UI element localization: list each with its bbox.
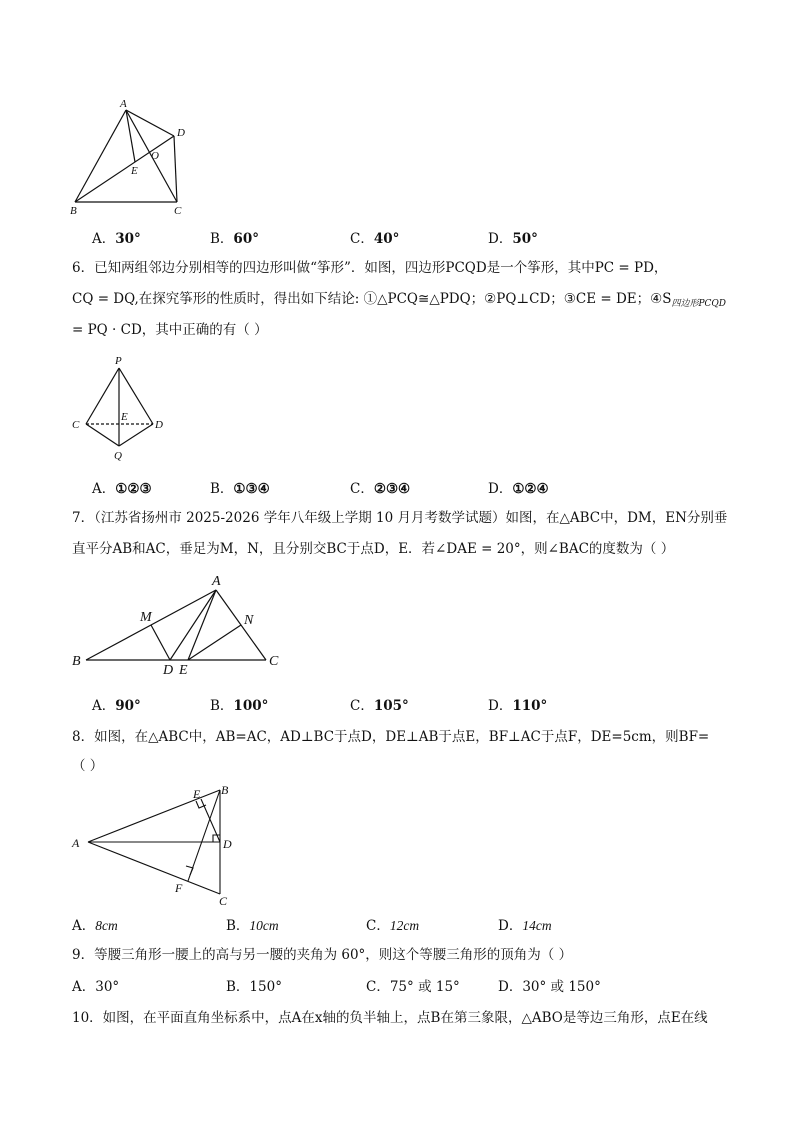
label-F: F — [175, 881, 183, 895]
label-D: D — [223, 837, 232, 851]
q6-kite-diagram — [66, 350, 176, 465]
label-N: N — [244, 613, 254, 628]
label-D: D — [163, 663, 174, 678]
q8-option-a[interactable]: A．8cm — [72, 918, 118, 934]
q8-option-c[interactable]: C．12cm — [366, 918, 420, 934]
q9-stem: 9．等腰三角形一腰上的高与另一腰的夹角为 60°，则这个等腰三角形的顶角为（ ） — [72, 947, 573, 963]
q7-options — [0, 694, 794, 714]
q8-options — [0, 914, 794, 934]
q7-triangle-diagram — [66, 568, 296, 680]
label-B: B — [70, 205, 77, 217]
q6-option-b[interactable]: B．①③④ — [210, 481, 270, 497]
q5-option-a[interactable]: A．30° — [92, 231, 141, 247]
q9-options — [0, 975, 794, 995]
q7-stem-line2: 直平分AB和AC，垂足为M，N，且分别交BC于点D，E．若∠DAE = 20°，则∠BAC的度数为（ ） — [72, 541, 675, 557]
q5-options — [0, 227, 794, 247]
q6-options — [0, 477, 794, 497]
q5-option-c[interactable]: C．40° — [350, 231, 400, 247]
label-E: E — [179, 663, 188, 678]
label-A: A — [212, 574, 221, 589]
label-B: B — [72, 654, 81, 669]
label-A: A — [120, 98, 127, 110]
q6-option-c[interactable]: C．②③④ — [350, 481, 411, 497]
q6-option-d[interactable]: D．①②④ — [488, 481, 549, 497]
q7-figure — [66, 568, 296, 680]
label-C: C — [269, 654, 279, 669]
q5-geometry-diagram — [66, 96, 196, 218]
q9-option-d[interactable]: D．30° 或 150° — [498, 979, 601, 995]
q7-option-a[interactable]: A．90° — [92, 698, 141, 714]
q7-option-c[interactable]: C．105° — [350, 698, 409, 714]
label-A: A — [72, 836, 80, 850]
label-C: C — [72, 419, 80, 431]
q8-figure — [66, 780, 246, 908]
q8-triangle-diagram — [66, 780, 246, 908]
label-Q: Q — [114, 450, 122, 462]
label-B: B — [221, 783, 229, 797]
q5-figure — [66, 96, 196, 218]
q5-option-d[interactable]: D．50° — [488, 231, 538, 247]
label-C: C — [219, 894, 228, 908]
q7-option-d[interactable]: D．110° — [488, 698, 548, 714]
label-P: P — [115, 355, 122, 367]
q9-option-c[interactable]: C．75° 或 15° — [366, 979, 460, 995]
q8-stem-line1: 8．如图，在△ABC中，AB=AC，AD⊥BC于点D，DE⊥AB于点E，BF⊥AC于点F，DE=5cm，则BF= — [72, 729, 710, 745]
q6-stem-line1: 6．已知两组邻边分别相等的四边形叫做“筝形”．如图，四边形PCQD是一个筝形，其中PC = PD， — [72, 260, 668, 276]
label-D: D — [155, 419, 163, 431]
q7-option-b[interactable]: B．100° — [210, 698, 269, 714]
label-E: E — [193, 787, 201, 801]
q9-option-a[interactable]: A．30° — [72, 979, 120, 995]
q6-option-a[interactable]: A．①②③ — [92, 481, 152, 497]
label-D: D — [177, 127, 185, 139]
q9-option-b[interactable]: B．150° — [226, 979, 282, 995]
q6-figure — [66, 350, 176, 465]
q8-option-b[interactable]: B．10cm — [226, 918, 279, 934]
q6-stem-line3: = PQ · CD，其中正确的有（ ） — [72, 322, 268, 338]
q6-stem-line2: CQ = DQ,在探究筝形的性质时，得出如下结论: ①△PCQ≅△PDQ；②PQ⊥CD；③CE = DE；$④S_{四边形PCQD}$ — [72, 291, 727, 309]
q5-option-b[interactable]: B．60° — [210, 231, 259, 247]
q7-stem-line1: 7．（江苏省扬州市 2025-2026 学年八年级上学期 10 月月考数学试题）如图，在△ABC中，DM，EN分别垂 — [72, 510, 728, 526]
label-M: M — [140, 610, 152, 625]
label-E: E — [121, 411, 128, 423]
label-O: O — [151, 150, 159, 162]
q8-stem-line2: （ ） — [72, 758, 104, 774]
q8-option-d[interactable]: D．14cm — [498, 918, 552, 934]
label-E: E — [131, 165, 138, 177]
label-C: C — [174, 205, 182, 217]
q10-stem-line1: 10．如图，在平面直角坐标系中，点A在x轴的负半轴上，点B在第三象限，△ABO是等边三角形，点E在线 — [72, 1010, 708, 1026]
